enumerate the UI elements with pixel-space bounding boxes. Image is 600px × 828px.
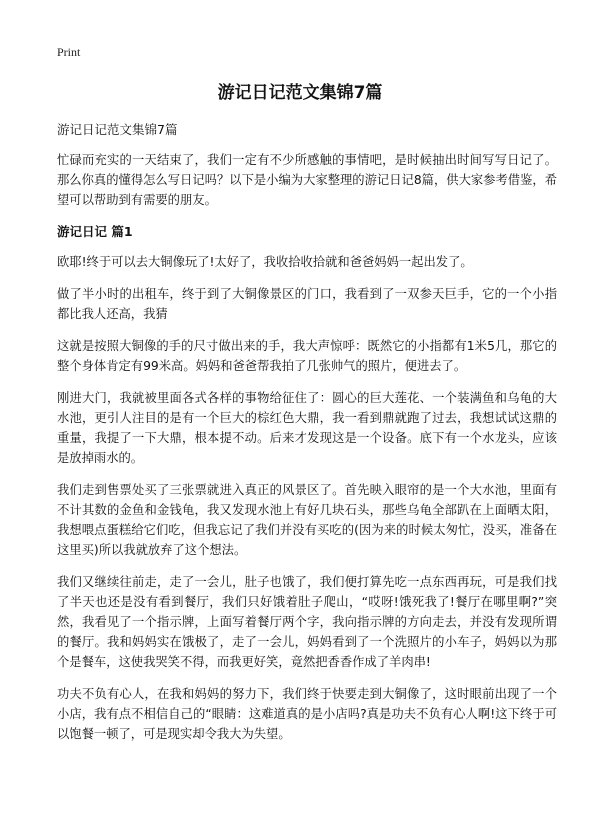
- body-paragraph: 欧耶!终于可以去大铜像玩了!太好了，我收拾收拾就和爸爸妈妈一起出发了。: [57, 255, 473, 269]
- section-heading: 游记日记 篇1: [57, 224, 133, 239]
- print-label: Print: [57, 45, 81, 59]
- body-paragraph: 这就是按照大铜像的手的尺寸做出来的手，我大声惊呼：既然它的小指都有1米5几，那它的整个身体肯定有99米高。妈妈和爸爸帮我拍了几张帅气的照片，便进去了。: [57, 339, 557, 373]
- body-paragraph: 我们走到售票处买了三张票就进入真正的风景区了。首先映入眼帘的是一个大水池，里面有不计其数的金鱼和金钱龟，我又发现水池上有好几块石头，那些乌龟全部趴在上面晒太阳，我想喂点蛋糕给它们吃，但我忘记了我们并没有买吃的(因为来的时候太匆忙，没买，准备在这里买)所以我就放弃了这个想法。: [57, 483, 557, 557]
- page-title: 游记日记范文集锦7篇: [217, 83, 383, 103]
- body-paragraph: 做了半小时的出租车，终于到了大铜像景区的门口，我看到了一双参天巨手，它的一个小指都比我人还高，我猜: [57, 287, 557, 321]
- document-subtitle: 游记日记范文集锦7篇: [57, 122, 178, 137]
- body-paragraph: 刚进大门，我就被里面各式各样的事物给征住了：圆心的巨大莲花、一个装满鱼和乌龟的大水池，更引人注目的是有一个巨大的棕红色大鼎，我一看到鼎就跑了过去，我想试试这鼎的重量，我提了一下大鼎，根本提不动。后来才发现这是一个设备。底下有一个水龙头，应该是放掉雨水的。: [57, 391, 557, 465]
- intro-paragraph: 忙碌而充实的一天结束了，我们一定有不少所感触的事情吧，是时候抽出时间写写日记了。那么你真的懂得怎么写日记吗？以下是小编为大家整理的游记日记8篇，供大家参考借鉴，希望可以帮助到有需要的朋友。: [57, 153, 557, 207]
- document-body: [57, 120, 557, 756]
- body-paragraph: 功夫不负有心人，在我和妈妈的努力下，我们终于快要走到大铜像了，这时眼前出现了一个小店，我有点不相信自己的“眼睛：这难道真的是小店吗?真是功夫不负有心人啊!这下终于可以饱餐一顿了，可是现实却令我大为失望。: [57, 687, 557, 741]
- body-paragraph: 我们又继续往前走，走了一会儿，肚子也饿了，我们便打算先吃一点东西再玩，可是我们找了半天也还是没有看到餐厅，我们只好饿着肚子爬山，“哎呀!饿死我了!餐厅在哪里啊?”突然，我看见了一个指示牌，上面写着餐厅两个字，我向指示牌的方向走去，并没有发现所谓的餐厅。我和妈妈实在饿极了，走了一会儿，妈妈看到了一个洗照片的小车子，妈妈以为那个是餐车，这使我哭笑不得，而我更好笑，竟然把香香作成了羊肉串!: [57, 575, 557, 669]
